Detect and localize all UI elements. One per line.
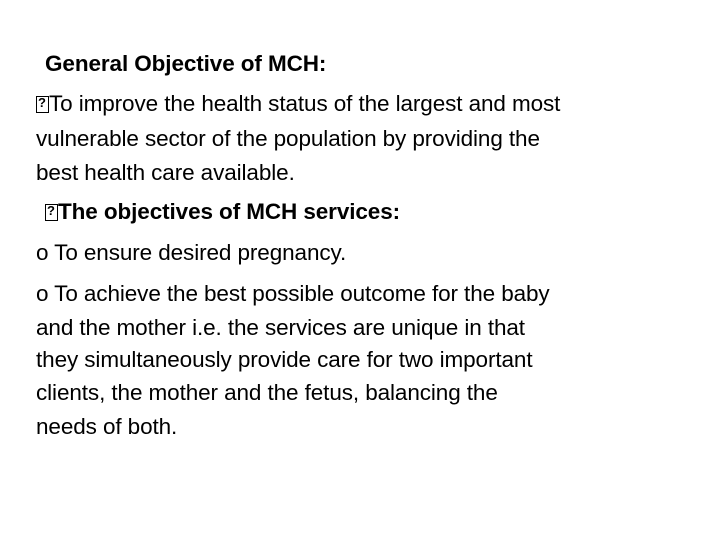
bullet-1-line-2	[36, 124, 540, 154]
bullet-1-text-line-3: best health care available.	[36, 160, 295, 185]
sub-item-2-line-1	[36, 279, 550, 309]
bullet-1-line-3	[36, 158, 295, 188]
sub-item-2-text-line-1: To achieve the best possible outcome for the baby	[54, 281, 550, 306]
missing-glyph-icon	[36, 96, 49, 113]
bullet-1-line-1	[36, 89, 560, 119]
sub-item-2-text-line-3: they simultaneously provide care for two important	[36, 347, 533, 372]
bullet-1-text-line-1: To improve the health status of the largest and most	[49, 91, 561, 116]
sub-item-2-text-line-2: and the mother i.e. the services are unique in that	[36, 315, 525, 340]
sub-item-2-line-2	[36, 313, 525, 343]
sub-item-2-line-3	[36, 345, 532, 375]
sub-item-1	[36, 238, 346, 268]
bullet-2-heading-text: The objectives of MCH services:	[58, 199, 401, 224]
heading-text: General Objective of MCH:	[45, 51, 327, 76]
missing-glyph-icon	[45, 204, 58, 221]
bullet-2-heading	[45, 197, 400, 227]
sub-item-marker: o	[36, 281, 49, 306]
sub-item-2-line-5	[36, 412, 177, 442]
sub-item-marker: o	[36, 240, 49, 265]
sub-item-2-text-line-5: needs of both.	[36, 414, 178, 439]
sub-item-1-text: To ensure desired pregnancy.	[54, 240, 347, 265]
heading-general-objective	[45, 49, 326, 79]
sub-item-2-text-line-4: clients, the mother and the fetus, balancing the	[36, 380, 498, 405]
bullet-1-text-line-2: vulnerable sector of the population by providing the	[36, 126, 540, 151]
sub-item-2-line-4	[36, 378, 498, 408]
